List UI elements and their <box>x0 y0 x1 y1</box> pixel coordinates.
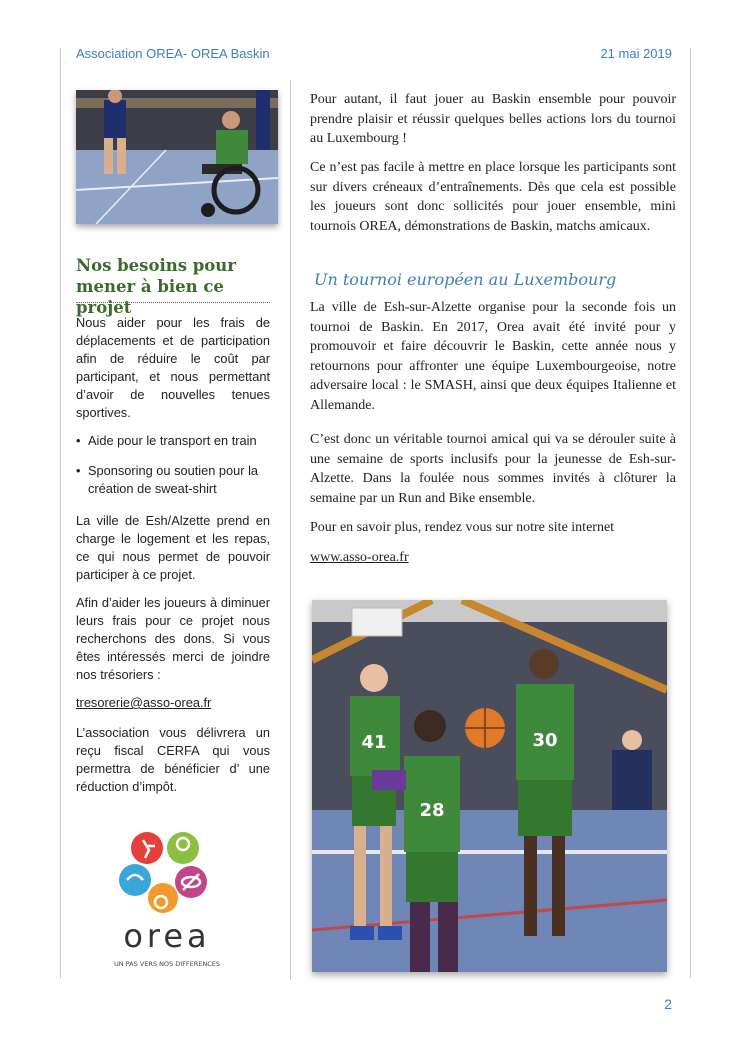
logo-tagline: UN PAS VERS NOS DIFFERENCES <box>113 960 221 968</box>
needs-title-line1: Nos besoins pour <box>76 256 236 275</box>
article-paragraph-5: Pour en savoir plus, rendez vous sur notre site internet <box>310 520 615 535</box>
article-paragraph-4: C’est donc un véritable tournoi amical qui va se dérouler suite à une semaine de sports inclusifs pour la jeunesse de Esh-sur-Alzette. Dans la foulée nous sommes invités à clôturer la semaine par un Run and Bike ensemble. <box>310 432 676 506</box>
column-divider-right <box>690 48 691 978</box>
column-divider-middle <box>290 80 291 980</box>
bullet-item <box>76 432 270 450</box>
photo-baskin-team <box>312 600 667 972</box>
treasury-email-link[interactable]: tresorerie@asso-orea.fr <box>76 695 212 710</box>
lodging-text: La ville de Esh/Alzette prend en charge le logement et les repas, ce qui nous permet de pouvoir participer à ce projet. <box>76 513 270 582</box>
website-link[interactable]: www.asso-orea.fr <box>310 550 409 565</box>
header-association: Association OREA- OREA Baskin <box>76 46 270 61</box>
bullet-text: Aide pour le transport en train <box>88 433 257 448</box>
article-subtitle: Un tournoi européen au Luxembourg <box>314 270 617 289</box>
bullet-icon: • <box>76 463 81 478</box>
column-divider-left <box>60 48 61 978</box>
bullet-text: Sponsoring ou soutien pour la création de sweat-shirt <box>88 463 259 496</box>
photo-wheelchair-player <box>76 90 278 224</box>
header-date: 21 mai 2019 <box>600 46 672 61</box>
page-number: 2 <box>664 996 672 1012</box>
logo-wordmark: orea <box>123 917 211 955</box>
jersey-number: 30 <box>532 730 558 751</box>
jersey-number: 28 <box>419 800 445 821</box>
article-paragraph-3: La ville de Esh-sur-Alzette organise pour la seconde fois un tournoi de Baskin. En 2017, Orea avait été invité pour y promouvoir et faire découvrir le Baskin, cette année nous y retournons pour affronter une équipe Luxembourgeoise, notre adversaire local : le SMASH, ainsi que deux équipes Italienne et Allemande. <box>310 300 676 413</box>
dotted-divider <box>76 302 270 303</box>
bullet-icon: • <box>76 433 81 448</box>
cerfa-text: L’association vous délivrera un reçu fiscal CERFA qui vous permettra de bénéficier d’ une réduction d’impôt. <box>76 725 270 794</box>
article-paragraph-1: Pour autant, il faut jouer au Baskin ensemble pour pouvoir prendre plaisir et réussir quelques belles actions lors du tournoi au Luxembourg ! <box>310 92 676 146</box>
needs-intro: Nous aider pour les frais de déplacements et de participation afin de réduire le coût par participant, et nous permettant d’avoir de nouvelles tenues sportives. <box>76 315 270 420</box>
jersey-number: 41 <box>361 732 387 753</box>
article-paragraph-2: Ce n’est pas facile à mettre en place lorsque les participants sont sur divers créneaux d’entraînements. Dès que cela est possible les joueurs sont donc sollicités pour jouer ensemble, mini tournois OREA, démonstrations de Baskin, matchs amicaux. <box>310 160 676 234</box>
needs-title-line2: mener à bien ce projet <box>76 277 224 317</box>
orea-logo <box>105 822 230 972</box>
needs-title <box>76 255 276 318</box>
donations-text: Afin d’aider les joueurs à diminuer leurs frais pour ce projet nous recherchons des dons. Si vous êtes intéressés merci de joindre nos trésoriers : <box>76 595 270 682</box>
bullet-item <box>76 462 270 498</box>
